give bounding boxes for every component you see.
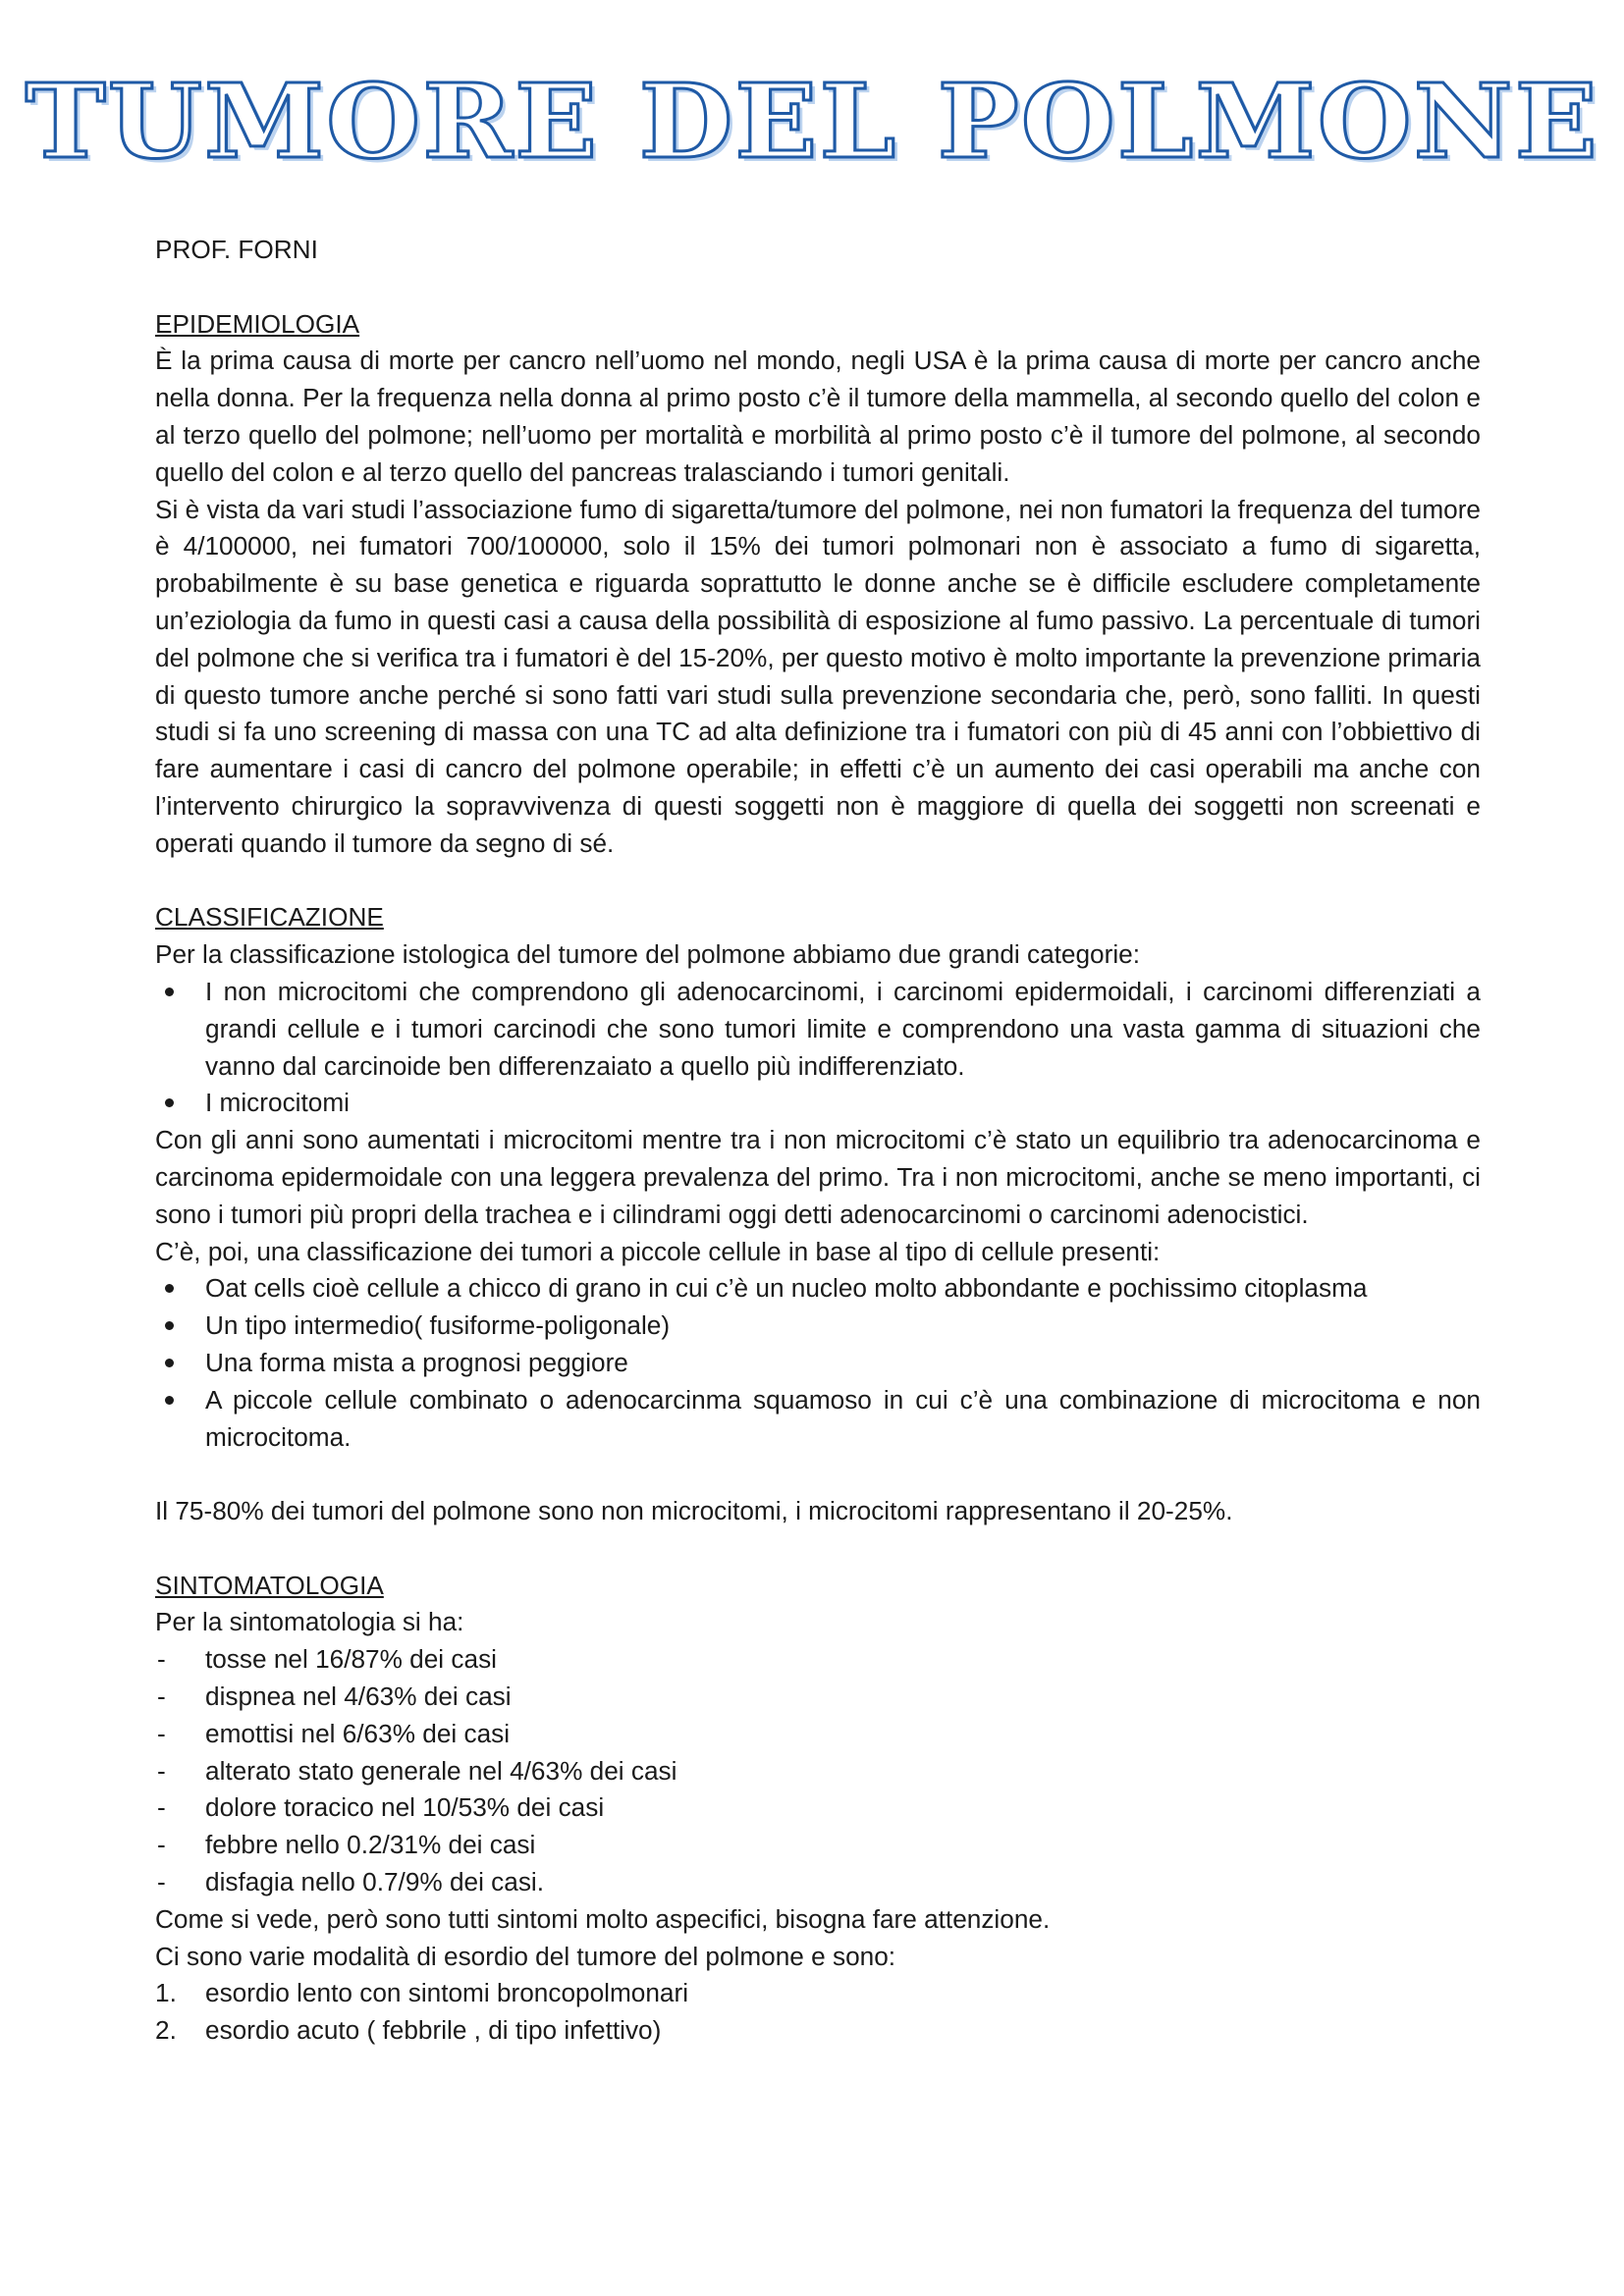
list-number: 2. [155, 2015, 177, 2046]
list-item: - emottisi nel 6/63% dei casi [155, 1716, 1481, 1753]
spacer [155, 269, 1481, 306]
category-list [155, 974, 1481, 1122]
list-item: I non microcitomi che comprendono gli adenocarcinomi, i carcinomi epidermoidali, i carcinomi differenziati a grandi cellule e i tumori carcinodi che sono tumori limite e comprendono una vasta gamma di situazioni che vanno dal carcinoide ben differenzaiato a quello più indifferenziato. [155, 974, 1481, 1085]
list-item: - dolore toracico nel 10/53% dei casi [155, 1789, 1481, 1827]
document-title: TUMORE DEL POLMONE [25, 61, 1599, 182]
list-item: - febbre nello 0.2/31% dei casi [155, 1827, 1481, 1864]
list-number: 1. [155, 1978, 177, 2008]
list-item-text: esordio acuto ( febbrile , di tipo infettivo) [205, 2015, 662, 2046]
list-item: - disfagia nello 0.7/9% dei casi. [155, 1864, 1481, 1901]
classificazione-intro: Per la classificazione istologica del tumore del polmone abbiamo due grandi categorie: [155, 939, 1140, 970]
list-item-text: esordio lento con sintomi broncopolmonari [205, 1978, 689, 2008]
classificazione-paragraph-3: C’è, poi, una classificazione dei tumori a piccole cellule in base al tipo di cellule presenti: [155, 1236, 1161, 1266]
document-body [155, 232, 1481, 2050]
epidemiologia-paragraph-2: Si è vista da vari studi l’associazione fumo di sigaretta/tumore del polmone, nei non fumatori la frequenza del tumore è 4/100000, nei fumatori 700/100000, solo il 15% dei tumori polmonari non è associato a fumo di sigaretta, probabilmente è su base genetica e riguarda soprattutto le donne anche se è difficile escludere completamente un’eziologia da fumo in questi casi a causa della possibilità di esposizione al fumo passivo. La percentuale di tumori del polmone che si verifica tra i fumatori è del 15-20%, per questo motivo è molto importante la prevenzione primaria di questo tumore anche perché si sono fatti vari studi sulla prevenzione secondaria che, però, sono falliti. In questi studi si fa uno screening di massa con una TC ad alta definizione tra i fumatori con più di 45 anni con l’obbiettivo di fare aumentare i casi di cancro del polmone operabile; in effetti c’è un aumento dei casi operabili ma anche con l’intervento chirurgico la sopravvivenza di questi soggetti non è maggiore di quella dei soggetti non screenati e operati quando il tumore da segno di sé. [155, 494, 1481, 858]
epidemiologia-paragraph-1: È la prima causa di morte per cancro nell’uomo nel mondo, negli USA è la prima causa di morte per cancro anche nella donna. Per la frequenza nella donna al primo posto c’è il tumore della mammella, al secondo quello del colon e al terzo quello del polmone; nell’uomo per mortalità e morbilità al primo posto c’è il tumore del polmone, al secondo quello del colon e al terzo quello del pancreas tralasciando i tumori genitali. [155, 346, 1481, 487]
list-item: Oat cells cioè cellule a chicco di grano in cui c’è un nucleo molto abbondante e pochissimo citoplasma [155, 1270, 1481, 1308]
author-line: PROF. FORNI [155, 235, 318, 264]
list-item [155, 1975, 1481, 2012]
list-item: Un tipo intermedio( fusiforme-poligonale) [155, 1308, 1481, 1345]
list-item: - dispnea nel 4/63% dei casi [155, 1679, 1481, 1716]
classificazione-paragraph-4: Il 75-80% dei tumori del polmone sono non microcitomi, i microcitomi rappresentano il 20-25%. [155, 1496, 1233, 1526]
classificazione-paragraph-2: Con gli anni sono aumentati i microcitomi mentre tra i non microcitomi c’è stato un equilibrio tra adenocarcinoma e carcinoma epidermoidale con una leggera prevalenza del primo. Tra i non microcitomi, anche se meno importanti, ci sono i tumori più propri della trachea e i cilindrami oggi detti adenocarcinomi o carcinomi adenocistici. [155, 1125, 1481, 1229]
section-heading-epidemiologia: EPIDEMIOLOGIA [155, 308, 360, 339]
spacer [155, 1530, 1481, 1568]
spacer [155, 1456, 1481, 1493]
list-item: I microcitomi [155, 1085, 1481, 1122]
onset-list [155, 1975, 1481, 2050]
sintomatologia-paragraph-2: Come si vede, però sono tutti sintomi molto aspecifici, bisogna fare attenzione. [155, 1903, 1051, 1934]
list-item: - tosse nel 16/87% dei casi [155, 1641, 1481, 1679]
section-heading-classificazione: CLASSIFICAZIONE [155, 902, 384, 933]
list-item [155, 2012, 1481, 2050]
spacer [155, 863, 1481, 900]
section-heading-sintomatologia: SINTOMATOLOGIA [155, 1570, 384, 1600]
title-container [0, 61, 1624, 182]
small-cell-type-list [155, 1270, 1481, 1456]
sintomatologia-intro: Per la sintomatologia si ha: [155, 1607, 464, 1637]
symptom-list [155, 1641, 1481, 1901]
list-item: A piccole cellule combinato o adenocarcinma squamoso in cui c’è una combinazione di microcitoma e non microcitoma. [155, 1382, 1481, 1457]
sintomatologia-paragraph-3: Ci sono varie modalità di esordio del tumore del polmone e sono: [155, 1941, 896, 1971]
list-item: Una forma mista a prognosi peggiore [155, 1345, 1481, 1382]
list-item: - alterato stato generale nel 4/63% dei casi [155, 1753, 1481, 1790]
